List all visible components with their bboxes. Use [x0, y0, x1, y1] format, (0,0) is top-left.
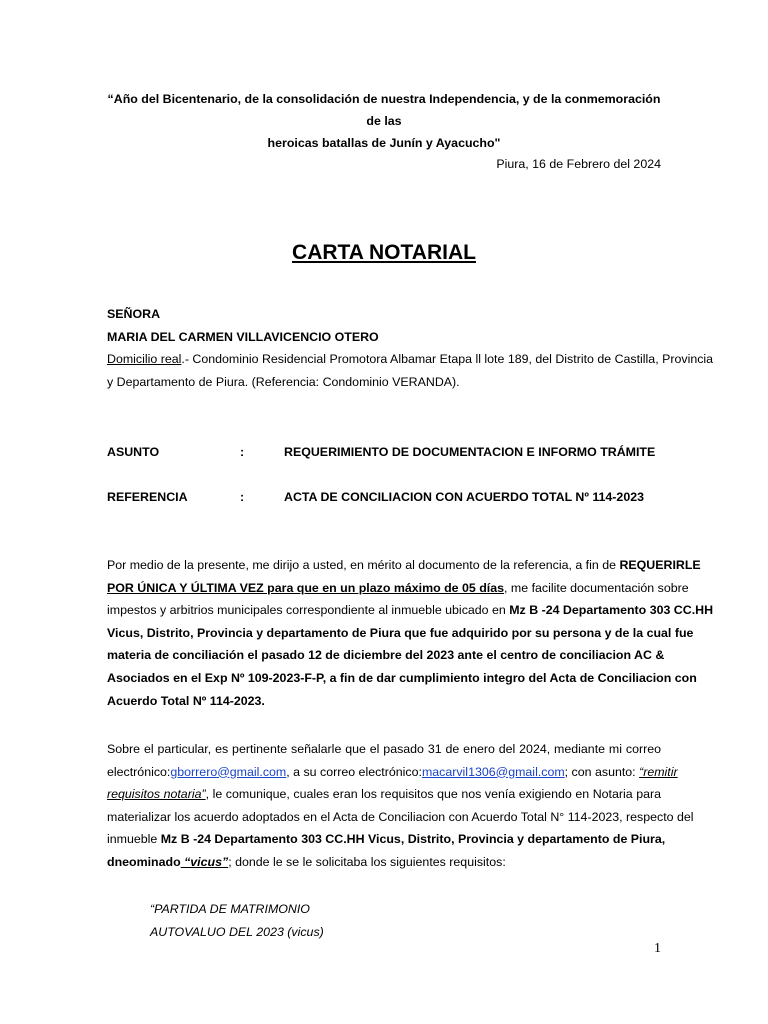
p2-email-subject-start: “remitir	[639, 764, 678, 779]
motto-line-1: “Año del Bicentenario, de la consolidación de nuestra Independencia, y de la conmemoración de las	[107, 92, 661, 128]
p2-email-prefix: electrónico:	[107, 764, 171, 779]
p1-line7: Acuerdo Total Nº 114-2023.	[107, 693, 265, 708]
p2-line5-text: inmueble	[107, 832, 161, 847]
motto-line-2: heroicas batallas de Junín y Ayacucho"	[267, 136, 501, 150]
document-title: CARTA NOTARIAL	[292, 241, 476, 264]
address-label: Domicilio real	[107, 352, 182, 367]
salutation: SEÑORA	[107, 307, 161, 321]
sender-email-link[interactable]: gborrero@gmail.com	[170, 764, 287, 779]
reference-colon: :	[240, 490, 245, 504]
addressee-block	[107, 303, 714, 393]
p1-deadline: POR ÚNICA Y ÚLTIMA VEZ para que en un plazo máximo de 05 días	[107, 580, 505, 595]
address-line-1: .- Condominio Residencial Promotora Albamar Etapa ll lote 189, del Distrito de Castilla, Provincia	[181, 352, 714, 367]
addressee-address	[107, 348, 714, 393]
p2-line1: Sobre el particular, es pertinente señalarle que el pasado 31 de enero del 2024, mediante mi correo	[107, 742, 661, 756]
reference-label: REFERENCIA	[107, 490, 188, 504]
p1-property: Mz B -24 Departamento 303 CC.HH	[509, 603, 714, 618]
p1-line2-text: , me facilite documentación sobre	[504, 580, 689, 595]
p2-email-subject-end: requisitos notaria”	[107, 787, 206, 802]
p1-line1-text: Por medio de la presente, me dirijo a usted, en mérito al documento de la referencia, a fin de	[107, 558, 620, 572]
letter-date: Piura, 16 de Febrero del 2024	[496, 157, 661, 171]
p2-named: dneominado	[107, 854, 181, 869]
p1-requerirle: REQUERIRLE	[619, 558, 701, 572]
p2-subject-prefix: ; con asunto:	[564, 764, 640, 779]
p1-line6: Asociados en el Exp Nº 109-2023-F-P, a fin de dar cumplimiento integro del Acta de Conciliacion con	[107, 670, 697, 685]
p1-line4: Vicus, Distrito, Provincia y departamento de Piura que fue adquirido por su persona y de la cual fue	[107, 625, 694, 640]
p2-vicus: “vicus”	[180, 854, 229, 869]
requirements-list	[150, 898, 324, 943]
paragraph-1	[107, 554, 714, 712]
recipient-email-link[interactable]: macarvil1306@gmail.com	[421, 764, 565, 779]
requirement-item: AUTOVALUO DEL 2023 (vicus)	[150, 924, 324, 939]
page-number: 1	[654, 941, 661, 956]
p2-line3-text: , le comunique, cuales eran los requisitos que nos venía exigiendo en Notaria para	[205, 787, 662, 802]
year-motto	[100, 88, 668, 154]
p1-line5: materia de conciliación el pasado 12 de diciembre del 2023 ante el centro de conciliacion AC &	[107, 648, 665, 663]
addressee-name: MARIA DEL CARMEN VILLAVICENCIO OTERO	[107, 329, 379, 344]
address-line-2: y Departamento de Piura. (Referencia: Condominio VERANDA).	[107, 374, 460, 389]
subject-value: REQUERIMIENTO DE DOCUMENTACION E INFORMO TRÁMITE	[284, 445, 656, 459]
p1-line3-text: impestos y arbitrios municipales correspondiente al inmueble ubicado en	[107, 603, 510, 618]
subject-colon: :	[240, 445, 245, 459]
p2-property: Mz B -24 Departamento 303 CC.HH Vicus, Distrito, Provincia y departamento de Piura,	[160, 832, 666, 847]
p2-line6-text: ; donde le se le solicitaba los siguientes requisitos:	[228, 854, 506, 869]
p2-email-mid: , a su correo electrónico:	[286, 764, 422, 779]
p2-line4: materializar los acuerdo adoptados en el Acta de Conciliacion con Acuerdo Total N° 114-2023, respecto del	[107, 809, 694, 824]
reference-value: ACTA DE CONCILIACION CON ACUERDO TOTAL Nº 114-2023	[284, 490, 644, 504]
subject-label: ASUNTO	[107, 445, 160, 459]
paragraph-2	[107, 738, 694, 874]
requirement-item: “PARTIDA DE MATRIMONIO	[150, 902, 310, 916]
